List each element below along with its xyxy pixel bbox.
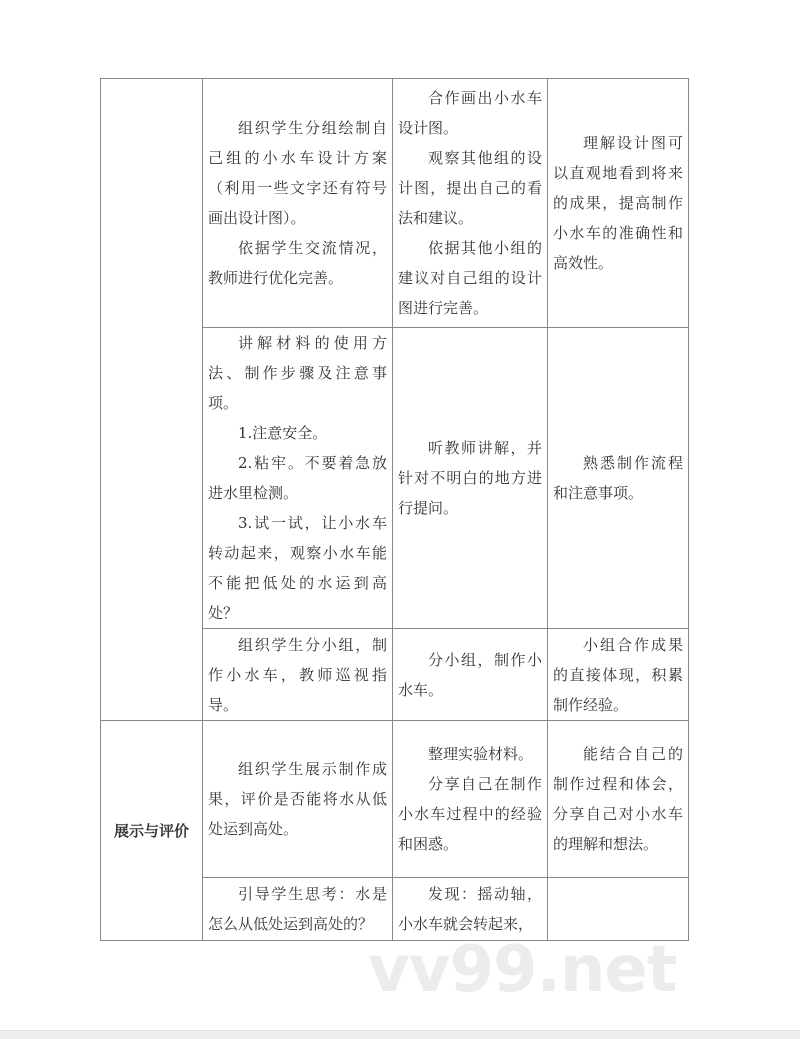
text-paragraph: 分小组，制作小水车。 [398,650,542,699]
design-intent-cell [548,629,689,721]
text-paragraph: 分享自己在制作小水车过程中的经验和困惑。 [398,775,542,853]
student-activity-cell [393,328,548,629]
text-paragraph: 熟悉制作流程和注意事项。 [553,454,683,502]
stage-cell: 展示与评价 [101,721,203,941]
text-paragraph: 组织学生展示制作成果，评价是否能将水从低处运到高处。 [208,760,387,838]
table-row [101,79,689,328]
text-paragraph: 能结合自己的制作过程和体会，分享自己对小水车的理解和想法。 [553,745,683,853]
text-paragraph: 1.注意安全。 [238,424,328,442]
text-paragraph: 合作画出小水车设计图。 [398,89,542,137]
student-activity-cell [393,721,548,878]
text-paragraph: 小组合作成果的直接体现，积累制作经验。 [553,635,683,714]
page-bottom-edge [0,1030,800,1039]
design-intent-cell [548,721,689,878]
teacher-activity-cell [203,721,393,878]
text-paragraph: 组织学生分组绘制自己组的小水车设计方案（利用一些文字还有符号画出设计图）。 [208,119,387,227]
student-activity-cell [393,79,548,328]
design-intent-cell [548,878,689,941]
text-paragraph: 观察其他组的设计图，提出自己的看法和建议。 [398,149,542,227]
text-paragraph: 整理实验材料。 [428,745,534,763]
teacher-activity-cell [203,79,393,328]
stage-cell [101,79,203,721]
watermark: vv99.net [368,933,677,1007]
text-paragraph: 发现：摇动轴，小水车就会转起来， [398,885,542,933]
lesson-plan-table [100,78,689,941]
text-paragraph: 听教师讲解，并针对不明白的地方进行提问。 [398,439,542,517]
student-activity-cell [393,878,548,941]
text-paragraph: 2.粘牢。不要着急放进水里检测。 [208,454,387,502]
teacher-activity-cell [203,328,393,629]
text-paragraph: 理解设计图可以直观地看到将来的成果，提高制作小水车的准确性和高效性。 [553,134,683,272]
table-row [101,721,689,878]
text-paragraph: 依据其他小组的建议对自己组的设计图进行完善。 [398,239,542,317]
text-paragraph: 依据学生交流情况，教师进行优化完善。 [208,239,387,287]
design-intent-cell [548,328,689,629]
text-paragraph: 组织学生分小组，制作小水车，教师巡视指导。 [208,635,387,714]
teacher-activity-cell [203,878,393,941]
text-paragraph: 引导学生思考：水是怎么从低处运到高处的？ [208,885,387,933]
text-paragraph: 3.试一试，让小水车转动起来，观察小水车能不能把低处的水运到高处？ [208,514,387,622]
student-activity-cell [393,629,548,721]
text-paragraph: 讲解材料的使用方法、制作步骤及注意事项。 [208,334,387,412]
design-intent-cell [548,79,689,328]
teacher-activity-cell [203,629,393,721]
